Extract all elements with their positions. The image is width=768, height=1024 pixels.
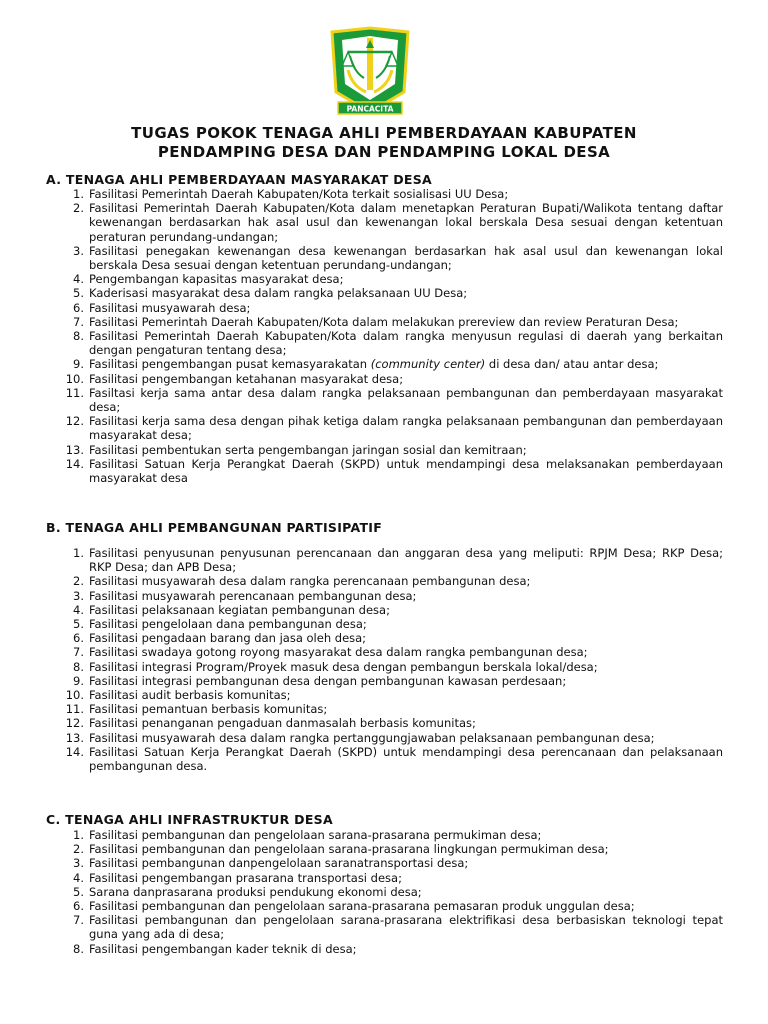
list-item-text — [89, 272, 723, 286]
list-item-text — [89, 688, 723, 702]
list-item-number: 12. — [65, 716, 84, 731]
list-item-text — [89, 315, 723, 329]
list-item-text — [89, 443, 723, 457]
section-a-heading: A. TENAGA AHLI PEMBERDAYAAN MASYARAKAT DESA — [46, 172, 433, 187]
list-item-text — [89, 372, 723, 386]
list-item-text-main: Fasilitasi integrasi pembangunan desa dengan pembangunan kawasan perdesaan; — [89, 673, 567, 688]
list-item — [55, 286, 723, 300]
list-item-number: 4. — [73, 272, 84, 287]
list-item-text — [89, 885, 723, 899]
list-item-text-main: Fasilitasi pembangunan dan pengelolaan sarana-prasarana pemasaran produk unggulan desa; — [89, 899, 635, 914]
list-item-text-main: Fasilitasi musyawarah desa dalam rangka perencanaan pembangunan desa; — [89, 574, 531, 589]
list-item-text — [89, 357, 723, 371]
list-item-text-main: Fasilitasi pengembangan pusat kemasyarakatan — [89, 357, 368, 372]
list-item — [55, 688, 723, 702]
list-item-text — [89, 201, 723, 244]
list-item-text-main: Fasilitasi pembangunan dan pengelolaan sarana-prasarana elektrifikasi desa berbasiskan teknologi tepat guna yang ada di desa; — [89, 913, 723, 942]
list-item-number: 12. — [65, 414, 84, 429]
section-b-list — [55, 546, 723, 773]
list-item-number: 7. — [73, 913, 84, 928]
list-item-text — [89, 942, 723, 956]
list-item-text-main: Fasiltasi kerja sama antar desa dalam rangka pelaksanaan pembangunan dan pemberdayaan masyarakat desa; — [89, 385, 723, 415]
list-item — [55, 842, 723, 856]
list-item-number: 2. — [73, 574, 84, 589]
list-item-text — [89, 603, 723, 617]
list-item — [55, 272, 723, 286]
list-item-text — [89, 828, 723, 842]
list-item-text — [89, 329, 723, 357]
list-item-text-main: Fasilitasi musyawarah desa; — [89, 300, 251, 315]
list-item-text-main: Fasilitasi Pemerintah Daerah Kabupaten/Kota dalam melakukan prereview dan review Peraturan Desa; — [89, 314, 679, 329]
list-item-number: 14. — [65, 744, 84, 759]
list-item-number: 2. — [73, 842, 84, 857]
list-item-number: 8. — [73, 659, 84, 674]
list-item-number: 10. — [65, 688, 84, 703]
list-item-text — [89, 645, 723, 659]
list-item — [55, 856, 723, 870]
list-item-number: 11. — [65, 385, 84, 400]
list-item — [55, 871, 723, 885]
list-item-text — [89, 457, 723, 485]
list-item-text-main: Fasilitasi penyusunan penyusunan perencanaan dan anggaran desa yang meliputi: RPJM Desa; RKP Desa; RKP Desa; dan APB Desa; — [89, 546, 723, 575]
section-c-heading: C. TENAGA AHLI INFRASTRUKTUR DESA — [46, 812, 333, 827]
list-item — [55, 301, 723, 315]
list-item-text-main: Fasilitasi pengadaan barang dan jasa oleh desa; — [89, 631, 367, 646]
list-item-text-main: Fasilitasi pembangunan dan pengelolaan sarana-prasarana lingkungan permukiman desa; — [89, 842, 609, 857]
list-item-text — [89, 871, 723, 885]
list-item-text — [89, 660, 723, 674]
pancacita-emblem-logo — [318, 26, 422, 118]
list-item-text — [89, 899, 723, 913]
list-item-number: 11. — [65, 702, 84, 717]
list-item-text-main: Fasilitasi pembangunan dan pengelolaan sarana-prasarana permukiman desa; — [89, 828, 542, 842]
list-item-text — [89, 244, 723, 272]
list-item — [55, 702, 723, 716]
list-item — [55, 660, 723, 674]
list-item-number: 5. — [73, 884, 84, 899]
list-item-text — [89, 842, 723, 856]
list-item-text — [89, 414, 723, 442]
section-b-heading: B. TENAGA AHLI PEMBANGUNAN PARTISIPATIF — [46, 520, 383, 535]
list-item — [55, 457, 723, 485]
list-item-text-main: Fasilitasi pembentukan serta pengembangan jaringan sosial dan kemitraan; — [89, 442, 527, 457]
list-item — [55, 201, 723, 244]
list-item-number: 2. — [73, 201, 84, 216]
list-item-text-main: Fasilitasi pembangunan danpengelolaan saranatransportasi desa; — [89, 856, 469, 871]
list-item — [55, 244, 723, 272]
list-item-text — [89, 856, 723, 870]
list-item-text — [89, 574, 723, 588]
list-item — [55, 603, 723, 617]
list-item — [55, 674, 723, 688]
list-item — [55, 589, 723, 603]
list-item-text-main: Fasilitasi pelaksanaan kegiatan pembangunan desa; — [89, 602, 390, 617]
list-item-text-main: Fasilitasi integrasi Program/Proyek masuk desa dengan pembangun berskala lokal/desa; — [89, 659, 598, 674]
list-item-text-tail: di desa dan/ atau antar desa; — [488, 357, 659, 372]
list-item-number: 13. — [65, 730, 84, 745]
list-item-number: 4. — [73, 870, 84, 885]
list-item — [55, 942, 723, 956]
list-item — [55, 329, 723, 357]
list-item-text — [89, 913, 723, 941]
list-item-text-main: Fasilitasi audit berbasis komunitas; — [89, 688, 291, 703]
list-item-text-main: Fasilitasi penanganan pengaduan danmasalah berbasis komunitas; — [89, 716, 476, 731]
list-item-text — [89, 617, 723, 631]
list-item — [55, 899, 723, 913]
list-item-number: 8. — [73, 941, 84, 956]
list-item — [55, 546, 723, 574]
list-item — [55, 745, 723, 773]
list-item-text-main: Fasilitasi pengelolaan dana pembangunan desa; — [89, 617, 367, 632]
list-item-number: 13. — [65, 442, 84, 457]
list-item-text — [89, 745, 723, 773]
list-item-text — [89, 716, 723, 730]
list-item — [55, 731, 723, 745]
list-item-text-main: Fasilitasi Satuan Kerja Perangkat Daerah (SKPD) untuk mendampingi desa melaksanakan pemberdayaan masyarakat desa — [89, 456, 723, 486]
list-item — [55, 913, 723, 941]
list-item — [55, 443, 723, 457]
list-item-text-main: Fasilitasi penegakan kewenangan desa kewenangan berdasarkan hak asal usul dan kewenangan lokal berskala Desa sesuai dengan ketentuan perundang-undangan; — [89, 243, 723, 273]
logo-label: PANCACITA — [346, 104, 394, 114]
list-item — [55, 885, 723, 899]
list-item-number: 6. — [73, 899, 84, 914]
section-a-list — [55, 187, 723, 485]
list-item-number: 5. — [73, 286, 84, 301]
list-item-number: 4. — [73, 602, 84, 617]
list-item — [55, 372, 723, 386]
list-item-text — [89, 702, 723, 716]
list-item-number: 9. — [73, 673, 84, 688]
list-item-number: 5. — [73, 617, 84, 632]
list-item-text-main: Fasilitasi Satuan Kerja Perangkat Daerah (SKPD) untuk mendampingi desa perencanaan dan pelaksanaan pembangunan desa. — [89, 744, 723, 774]
list-item-number: 7. — [73, 645, 84, 660]
list-item-number: 1. — [73, 187, 84, 201]
list-item-text-main: Pengembangan kapasitas masyarakat desa; — [89, 272, 344, 287]
list-item — [55, 617, 723, 631]
list-item-number: 10. — [65, 371, 84, 386]
title-line-2: PENDAMPING DESA DAN PENDAMPING LOKAL DESA — [157, 143, 611, 161]
list-item-number: 1. — [73, 546, 84, 560]
list-item-text-main: Sarana danprasarana produksi pendukung ekonomi desa; — [89, 884, 422, 899]
list-item-text — [89, 301, 723, 315]
list-item-text — [89, 731, 723, 745]
list-item — [55, 414, 723, 442]
list-item-text-main: Fasilitasi pengembangan kader teknik di desa; — [89, 941, 357, 956]
list-item-number: 8. — [73, 329, 84, 344]
list-item-number: 6. — [73, 300, 84, 315]
list-item — [55, 645, 723, 659]
list-item-text-main: Fasilitasi kerja sama desa dengan pihak ketiga dalam rangka pelaksanaan pembangunan dan pemberdayaan masyarakat desa; — [89, 414, 723, 443]
list-item-text-main: Fasilitasi Pemerintah Daerah Kabupaten/Kota terkait sosialisasi UU Desa; — [89, 187, 509, 201]
list-item-text — [89, 546, 723, 574]
list-item-text-main: Fasilitasi pengembangan ketahanan masyarakat desa; — [89, 371, 404, 386]
list-item-text — [89, 589, 723, 603]
list-item — [55, 631, 723, 645]
list-item — [55, 716, 723, 730]
list-item-number: 6. — [73, 631, 84, 646]
list-item-text-main: Fasilitasi pengembangan prasarana transportasi desa; — [89, 870, 402, 885]
list-item-text — [89, 187, 723, 201]
list-item-text — [89, 286, 723, 300]
list-item-number: 14. — [65, 456, 84, 471]
list-item-number: 3. — [73, 243, 84, 258]
list-item-text-main: Fasilitasi musyawarah perencanaan pembangunan desa; — [89, 588, 417, 603]
list-item — [55, 574, 723, 588]
list-item-text-main: Fasilitasi swadaya gotong royong masyarakat desa dalam rangka pembangunan desa; — [89, 645, 588, 660]
section-c-list — [55, 828, 723, 956]
list-item-number: 9. — [73, 357, 84, 372]
list-item-number: 3. — [73, 856, 84, 871]
list-item-number: 3. — [73, 588, 84, 603]
list-item-number: 7. — [73, 314, 84, 329]
list-item — [55, 187, 723, 201]
list-item — [55, 386, 723, 414]
title-line-1: TUGAS POKOK TENAGA AHLI PEMBERDAYAAN KABUPATEN — [131, 124, 637, 142]
list-item-text-main: Fasilitasi pemantuan berbasis komunitas; — [89, 702, 328, 717]
list-item-text — [89, 674, 723, 688]
list-item-number: 1. — [73, 828, 84, 842]
list-item-text — [89, 631, 723, 645]
list-item-text-italic: (community center) — [370, 357, 486, 372]
list-item-text — [89, 386, 723, 414]
list-item-text-main: Fasilitasi Pemerintah Daerah Kabupaten/Kota dalam menetapkan Peraturan Bupati/Walikota tentang daftar kewenangan berdasarkan hak asal usul dan kewenangan lokal berskala Desa sesuai dengan ketentuan peraturan perundang-undangan; — [89, 201, 723, 244]
document-title — [80, 124, 688, 162]
list-item-text-main: Fasilitasi Pemerintah Daerah Kabupaten/Kota dalam rangka menyusun regulasi di daerah yang berkaitan dengan pengaturan tentang desa; — [89, 329, 723, 358]
list-item-text-main: Kaderisasi masyarakat desa dalam rangka pelaksanaan UU Desa; — [89, 286, 468, 301]
list-item-text-main: Fasilitasi musyawarah desa dalam rangka pertanggungjawaban pelaksanaan pembangunan desa; — [89, 730, 655, 745]
list-item — [55, 315, 723, 329]
list-item — [55, 357, 723, 371]
list-item — [55, 828, 723, 842]
